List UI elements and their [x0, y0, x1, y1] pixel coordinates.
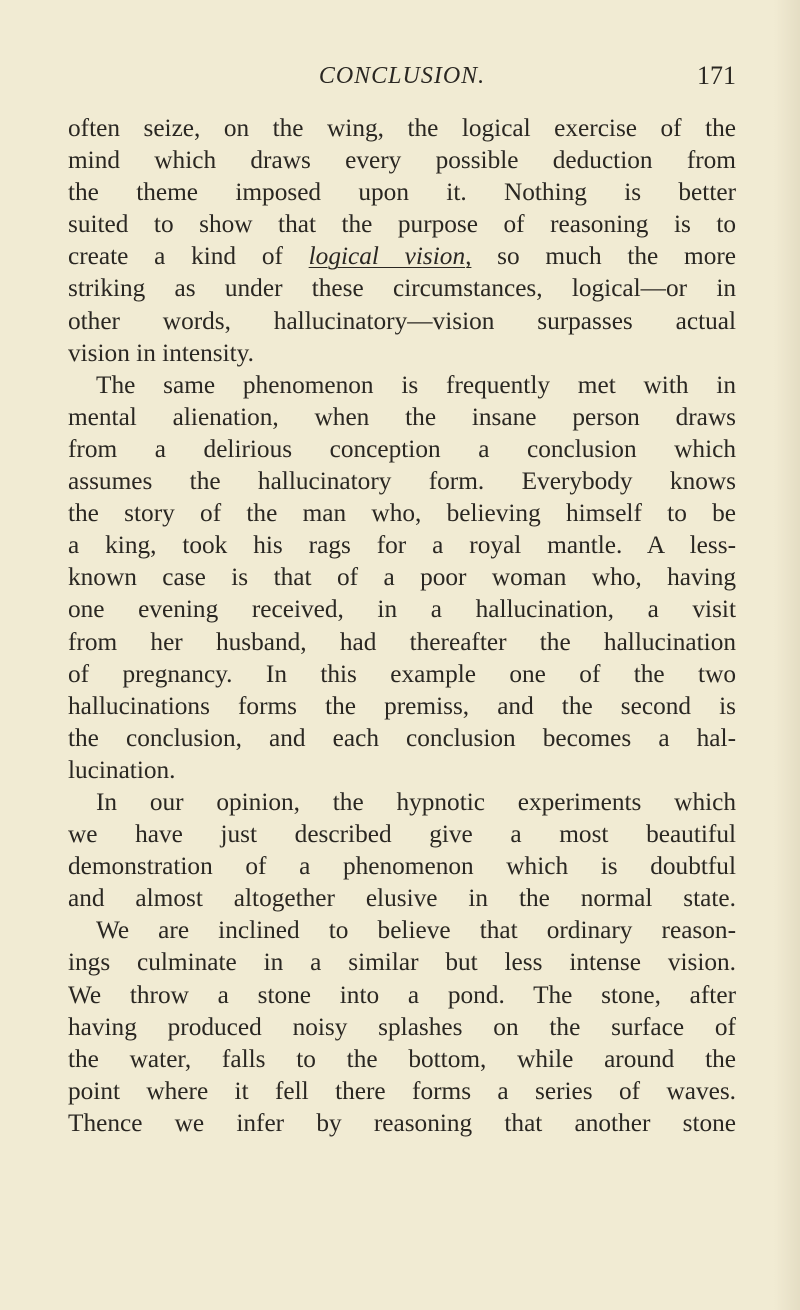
- text-line: having produced noisy splashes on the surface of: [68, 1012, 736, 1041]
- paragraph-start-line: We are inclined to believe that ordinary reason-: [96, 916, 736, 945]
- emphasized-phrase: logical vision,: [308, 242, 472, 271]
- running-title: CONCLUSION.: [318, 63, 486, 89]
- text-line-with-emphasis: [68, 240, 736, 272]
- paragraph-start-line: In our opinion, the hypnotic experiments which: [96, 787, 736, 816]
- text-line: ings culminate in a similar but less intense vision.: [68, 948, 736, 977]
- text-line: the water, falls to the bottom, while around the: [68, 1044, 736, 1073]
- text-line: from her husband, had thereafter the hallucination: [68, 627, 736, 656]
- text-line: other words, hallucinatory—vision surpasses actual: [68, 306, 736, 335]
- text-segment: create a kind of: [68, 242, 309, 271]
- text-line: vision in intensity.: [68, 338, 254, 367]
- text-line: the conclusion, and each conclusion becomes a hal-: [68, 723, 736, 752]
- text-line: suited to show that the purpose of reasoning is to: [68, 210, 736, 239]
- page-number: 171: [697, 61, 736, 90]
- text-line: a king, took his rags for a royal mantle. A less-: [68, 531, 736, 560]
- page-edge-shadow: [774, 0, 800, 1310]
- text-line: we have just described give a most beautiful: [68, 820, 736, 849]
- text-line: striking as under these circumstances, logical—or in: [68, 274, 736, 303]
- text-line: often seize, on the wing, the logical exercise of the: [68, 114, 736, 142]
- paragraph-start-line: The same phenomenon is frequently met with in: [96, 370, 736, 399]
- text-line: Thence we infer by reasoning that another stone: [68, 1108, 736, 1137]
- text-line: mind which draws every possible deduction from: [68, 146, 736, 175]
- text-line: and almost altogether elusive in the normal state.: [68, 884, 736, 913]
- text-line: lucination.: [68, 755, 176, 784]
- text-line: one evening received, in a hallucination, a visit: [68, 595, 736, 624]
- text-segment: so much the more: [471, 242, 737, 271]
- text-line: known case is that of a poor woman who, having: [68, 563, 736, 592]
- text-line: assumes the hallucinatory form. Everybody knows: [68, 467, 736, 496]
- text-line: from a delirious conception a conclusion which: [68, 434, 736, 463]
- text-line: of pregnancy. In this example one of the two: [68, 659, 736, 688]
- text-line: the story of the man who, believing himself to be: [68, 499, 736, 528]
- text-line: demonstration of a phenomenon which is doubtful: [68, 852, 736, 881]
- running-head: [68, 58, 736, 94]
- text-line: mental alienation, when the insane person draws: [68, 402, 736, 431]
- text-line: We throw a stone into a pond. The stone, after: [68, 980, 736, 1009]
- text-line: hallucinations forms the premiss, and the second is: [68, 691, 736, 720]
- text-line: the theme imposed upon it. Nothing is better: [68, 178, 736, 207]
- body-text: [68, 112, 736, 1139]
- text-line: point where it fell there forms a series of waves.: [68, 1076, 736, 1105]
